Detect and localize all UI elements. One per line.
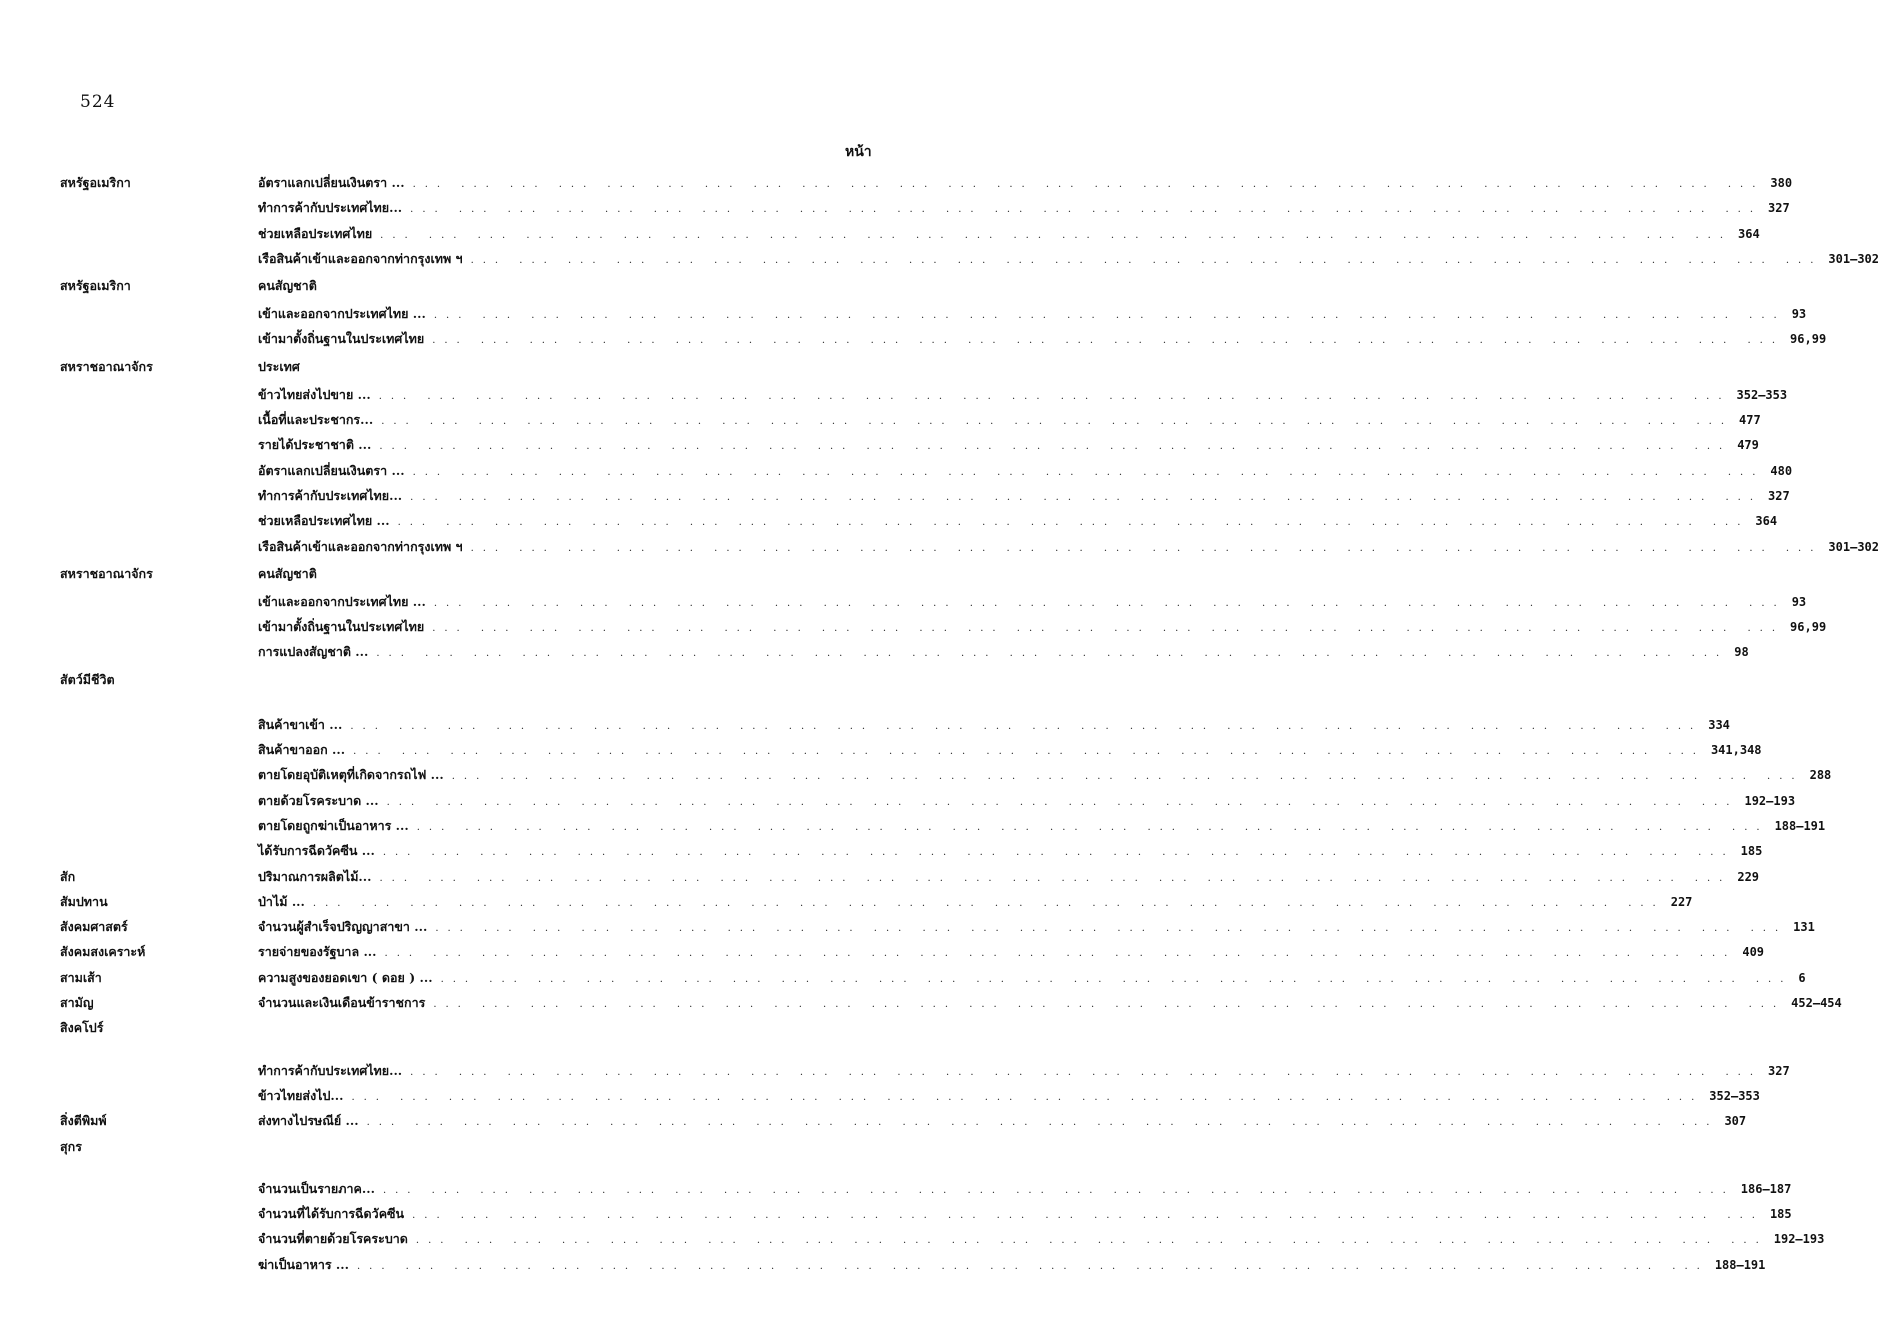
entry-page-numbers: 186—187 <box>1740 1181 1792 1196</box>
index-term: สังคมศาสตร์ <box>60 919 128 935</box>
entry-label: สินค้าขาออก ... <box>258 742 346 758</box>
dot-leader: ... ... ... ... ... ... ... ... ... ... ... ... ... ... ... ... ... ... ... ... ... ... ... ... ... ... ... ... <box>432 335 1785 347</box>
entry-label: ส่งทางไปรษณีย์ ... <box>258 1113 359 1129</box>
entry-label: ช่วยเหลือประเทศไทย <box>258 225 373 241</box>
entry-label: จำนวนผู้สำเร็จปริญญาสาขา ... <box>258 919 428 935</box>
dot-leader: ... ... ... ... ... ... ... ... ... ... ... ... ... ... ... ... ... ... ... ... ... ... ... ... ... ... ... ... <box>433 310 1786 322</box>
entry-page-numbers: 341,348 <box>1710 743 1762 758</box>
index-row <box>0 990 1842 1015</box>
index-row <box>0 483 1790 508</box>
dot-leader: ... ... ... ... ... ... ... ... ... ... ... ... ... ... ... ... ... ... ... ... ... ... ... ... ... ... ... ... <box>351 1091 1704 1103</box>
dot-leader: ... ... ... ... ... ... ... ... ... ... ... ... ... ... ... ... ... ... ... ... ... ... ... ... ... ... ... ... <box>350 720 1703 732</box>
index-entry <box>258 838 1763 865</box>
entry-label: ประเทศ <box>258 358 300 374</box>
index-row <box>0 639 1749 664</box>
row-spacer <box>0 1041 941 1058</box>
index-row <box>0 614 1827 639</box>
entry-page-numbers: 227 <box>1670 894 1693 909</box>
index-row <box>0 221 1760 246</box>
dot-leader: ... ... ... ... ... ... ... ... ... ... ... ... ... ... ... ... ... ... ... ... ... ... ... ... ... ... ... ... <box>382 1184 1735 1196</box>
entry-label: จำนวนเป็นรายภาค... <box>258 1180 375 1196</box>
entry-page-numbers: 480 <box>1770 463 1793 478</box>
index-entry <box>258 326 1827 353</box>
dot-leader: ... ... ... ... ... ... ... ... ... ... ... ... ... ... ... ... ... ... ... ... ... ... ... ... ... ... ... ... <box>470 254 1823 266</box>
index-entry <box>258 762 1832 789</box>
index-term: สหราชอาณาจักร <box>60 565 153 581</box>
index-row <box>0 534 1879 559</box>
index-list <box>0 170 1879 1277</box>
entry-page-numbers: 192—193 <box>1744 793 1796 808</box>
index-row <box>0 301 1807 326</box>
index-row <box>0 1226 1825 1251</box>
dot-leader: ... ... ... ... ... ... ... ... ... ... ... ... ... ... ... ... ... ... ... ... ... ... ... ... ... ... ... ... <box>416 821 1769 833</box>
dot-leader: ... ... ... ... ... ... ... ... ... ... ... ... ... ... ... ... ... ... ... ... ... ... ... ... ... ... ... ... <box>435 923 1788 935</box>
entry-page-numbers: 452—454 <box>1791 996 1842 1011</box>
index-entry <box>258 589 1807 616</box>
dot-leader: ... ... ... ... ... ... ... ... ... ... ... ... ... ... ... ... ... ... ... ... ... ... ... ... ... ... ... ... <box>412 1210 1764 1222</box>
dot-leader: ... ... ... ... ... ... ... ... ... ... ... ... ... ... ... ... ... ... ... ... ... ... ... ... ... ... ... ... <box>415 1235 1768 1247</box>
entry-page-numbers: 364 <box>1738 226 1760 241</box>
row-spacer <box>0 1159 941 1176</box>
index-entry <box>258 614 1827 641</box>
entry-label: ทำการค้ากับประเทศไทย... <box>258 1062 403 1078</box>
entry-label: ทำการค้ากับประเทศไทย... <box>258 200 403 216</box>
index-entry <box>258 483 1790 510</box>
entry-label: ตายโดยถูกฆ่าเป็นอาหาร ... <box>258 817 409 833</box>
index-entry <box>258 301 1807 328</box>
dot-leader: ... ... ... ... ... ... ... ... ... ... ... ... ... ... ... ... ... ... ... ... ... ... ... ... ... ... ... ... <box>384 948 1737 960</box>
entry-page-numbers: 352—353 <box>1709 1088 1760 1103</box>
entry-page-numbers: 477 <box>1739 413 1761 428</box>
dot-leader: ... ... ... ... ... ... ... ... ... ... ... ... ... ... ... ... ... ... ... ... ... ... ... ... ... ... ... ... <box>440 973 1793 985</box>
index-row <box>0 665 941 695</box>
index-row <box>0 1201 1792 1226</box>
entry-page-numbers: 327 <box>1768 1063 1790 1078</box>
entry-label: จำนวนและเงินเดือนข้าราชการ <box>258 995 426 1011</box>
index-entry <box>258 246 1879 273</box>
index-entry <box>258 712 1730 739</box>
entry-page-numbers: 352—353 <box>1736 387 1788 402</box>
index-row <box>0 1083 1760 1108</box>
entry-page-numbers: 93 <box>1791 307 1807 322</box>
dot-leader: ... ... ... ... ... ... ... ... ... ... ... ... ... ... ... ... ... ... ... ... ... ... ... ... ... ... ... ... <box>410 491 1763 503</box>
index-row <box>0 589 1807 614</box>
index-entry <box>258 1252 1766 1279</box>
dot-leader: ... ... ... ... ... ... ... ... ... ... ... ... ... ... ... ... ... ... ... ... ... ... ... ... ... ... ... ... <box>433 597 1786 609</box>
entry-page-numbers: 307 <box>1724 1114 1747 1129</box>
index-term: สิ่งตีพิมพ์ <box>60 1113 107 1129</box>
entry-page-numbers: 188—191 <box>1714 1257 1766 1272</box>
dot-leader: ... ... ... ... ... ... ... ... ... ... ... ... ... ... ... ... ... ... ... ... ... ... ... ... ... ... ... ... <box>353 746 1705 758</box>
dot-leader: ... ... ... ... ... ... ... ... ... ... ... ... ... ... ... ... ... ... ... ... ... ... ... ... ... ... ... ... <box>412 466 1765 478</box>
dot-leader: ... ... ... ... ... ... ... ... ... ... ... ... ... ... ... ... ... ... ... ... ... ... ... ... ... ... ... ... <box>386 796 1739 808</box>
index-term: สหรัฐอเมริกา <box>60 175 131 190</box>
index-entry <box>258 170 1793 197</box>
entry-label: เข้าและออกจากประเทศไทย ... <box>258 593 426 609</box>
index-row <box>0 889 1693 914</box>
index-entry <box>258 382 1788 409</box>
index-entry <box>258 352 877 382</box>
entry-page-numbers: 334 <box>1708 717 1730 732</box>
entry-label: การแปลงสัญชาติ ... <box>258 644 369 660</box>
entry-page-numbers: 192—193 <box>1773 1232 1825 1247</box>
index-row <box>0 1058 1790 1083</box>
index-row <box>0 559 941 589</box>
index-row <box>0 762 1832 787</box>
index-term: สังคมสงเคราะห์ <box>60 944 146 960</box>
dot-leader: ... ... ... ... ... ... ... ... ... ... ... ... ... ... ... ... ... ... ... ... ... ... ... ... ... ... ... ... <box>410 1066 1763 1078</box>
dot-leader: ... ... ... ... ... ... ... ... ... ... ... ... ... ... ... ... ... ... ... ... ... ... ... ... ... ... ... ... <box>433 999 1786 1011</box>
entry-label: เนื้อที่และประชากร... <box>258 412 374 428</box>
index-row <box>0 271 941 301</box>
index-entry <box>258 1058 1790 1085</box>
index-entry <box>258 864 1760 891</box>
entry-label: สินค้าขาเข้า ... <box>258 716 343 732</box>
index-row <box>0 864 1760 889</box>
index-entry <box>258 407 1761 434</box>
entry-page-numbers: 364 <box>1755 514 1778 529</box>
entry-page-numbers: 301—302 <box>1828 539 1879 554</box>
entry-label: เรือสินค้าเข้าและออกจากท่ากรุงเทพ ฯ <box>258 538 463 554</box>
dot-leader: ... ... ... ... ... ... ... ... ... ... ... ... ... ... ... ... ... ... ... ... ... ... ... ... ... ... ... ... <box>312 897 1665 909</box>
index-entry <box>258 458 1793 485</box>
entry-label: ป่าไม้ ... <box>258 893 305 909</box>
index-row <box>0 1252 1766 1277</box>
entry-label: ข้าวไทยส่งไปขาย ... <box>258 386 371 402</box>
index-row <box>0 1134 941 1159</box>
entry-label: คนสัญชาติ <box>258 565 317 581</box>
index-entry <box>258 914 1815 941</box>
entry-label: อัตราแลกเปลี่ยนเงินตรา ... <box>258 462 405 478</box>
entry-page-numbers: 479 <box>1737 438 1759 453</box>
dot-leader: ... ... ... ... ... ... ... ... ... ... ... ... ... ... ... ... ... ... ... ... ... ... ... ... ... ... ... ... <box>381 416 1734 428</box>
dot-leader: ... ... ... ... ... ... ... ... ... ... ... ... ... ... ... ... ... ... ... ... ... ... ... ... ... ... ... ... <box>379 441 1732 453</box>
entry-page-numbers: 131 <box>1793 920 1815 935</box>
entry-label: ได้รับการฉีดวัคซีน ... <box>258 843 375 859</box>
index-entry <box>258 534 1879 561</box>
dot-leader: ... ... ... ... ... ... ... ... ... ... ... ... ... ... ... ... ... ... ... ... ... ... ... ... ... ... ... ... <box>382 847 1735 859</box>
index-row <box>0 914 1815 939</box>
index-entry <box>258 788 1796 815</box>
entry-page-numbers: 229 <box>1737 869 1760 884</box>
dot-leader: ... ... ... ... ... ... ... ... ... ... ... ... ... ... ... ... ... ... ... ... ... ... ... ... ... ... ... ... <box>356 1260 1709 1272</box>
entry-label: ตายด้วยโรคระบาด ... <box>258 792 379 808</box>
index-row <box>0 407 1761 432</box>
index-row <box>0 352 941 382</box>
index-row <box>0 1015 941 1040</box>
index-row <box>0 432 1759 457</box>
entry-page-numbers: 96,99 <box>1790 620 1827 635</box>
entry-label: เข้ามาตั้งถิ่นฐานในประเทศไทย <box>258 331 425 347</box>
dot-leader: ... ... ... ... ... ... ... ... ... ... ... ... ... ... ... ... ... ... ... ... ... ... ... ... ... ... ... ... <box>378 390 1731 402</box>
dot-leader: ... ... ... ... ... ... ... ... ... ... ... ... ... ... ... ... ... ... ... ... ... ... ... ... ... ... ... ... <box>376 648 1729 660</box>
index-entry <box>258 1108 1747 1135</box>
entry-label: รายจ่ายของรัฐบาล ... <box>258 944 377 960</box>
entry-page-numbers: 188—191 <box>1774 818 1826 833</box>
page-column-header: หน้า <box>845 144 872 160</box>
index-entry <box>258 1176 1792 1203</box>
index-term: สิงคโปร์ <box>60 1020 104 1036</box>
index-row <box>0 508 1778 533</box>
index-entry <box>258 737 1762 764</box>
entry-page-numbers: 409 <box>1742 945 1765 960</box>
entry-label: เข้าและออกจากประเทศไทย ... <box>258 306 426 322</box>
index-entry <box>258 1201 1792 1228</box>
index-term: สัตว์มีชีวิต <box>60 671 115 687</box>
index-entry <box>258 990 1842 1017</box>
entry-label: ฆ่าเป็นอาหาร ... <box>258 1256 349 1272</box>
index-row <box>0 939 1765 964</box>
entry-page-numbers: 6 <box>1798 970 1806 985</box>
dot-leader: ... ... ... ... ... ... ... ... ... ... ... ... ... ... ... ... ... ... ... ... ... ... ... ... ... ... ... ... <box>412 179 1765 190</box>
index-entry <box>258 271 877 301</box>
index-term: สหรัฐอเมริกา <box>60 278 131 294</box>
entry-page-numbers: 327 <box>1768 201 1790 216</box>
index-entry <box>258 889 1693 916</box>
index-entry <box>258 1226 1825 1253</box>
index-entry <box>258 1083 1760 1110</box>
index-row <box>0 1176 1792 1201</box>
index-entry <box>258 813 1826 840</box>
entry-label: จำนวนที่ได้รับการฉีดวัคซีน <box>258 1206 405 1222</box>
index-entry <box>258 965 1806 992</box>
entry-page-numbers: 380 <box>1770 176 1793 190</box>
index-entry <box>258 939 1765 966</box>
index-row <box>0 838 1763 863</box>
index-entry <box>258 432 1759 459</box>
index-entry <box>258 508 1778 535</box>
entry-label: เข้ามาตั้งถิ่นฐานในประเทศไทย <box>258 619 425 635</box>
index-row <box>0 246 1879 271</box>
index-entry <box>258 639 1749 666</box>
dot-leader: ... ... ... ... ... ... ... ... ... ... ... ... ... ... ... ... ... ... ... ... ... ... ... ... ... ... ... ... <box>379 872 1732 884</box>
entry-page-numbers: 185 <box>1740 844 1763 859</box>
entry-label: ความสูงของยอดเขา ( ดอย ) ... <box>258 969 433 985</box>
entry-label: ปริมาณการผลิตไม้... <box>258 868 372 884</box>
dot-leader: ... ... ... ... ... ... ... ... ... ... ... ... ... ... ... ... ... ... ... ... ... ... ... ... ... ... ... ... <box>410 204 1763 216</box>
index-term: สัก <box>60 868 76 884</box>
dot-leader: ... ... ... ... ... ... ... ... ... ... ... ... ... ... ... ... ... ... ... ... ... ... ... ... ... ... ... ... <box>397 517 1750 529</box>
index-entry <box>258 195 1790 222</box>
index-term: สุกร <box>60 1138 82 1154</box>
index-row <box>0 712 1730 737</box>
entry-page-numbers: 98 <box>1734 645 1749 660</box>
index-row <box>0 965 1806 990</box>
index-entry <box>258 221 1760 248</box>
entry-page-numbers: 185 <box>1769 1207 1792 1222</box>
entry-label: อัตราแลกเปลี่ยนเงินตรา ... <box>258 175 405 190</box>
entry-label: ช่วยเหลือประเทศไทย ... <box>258 513 390 529</box>
entry-page-numbers: 301—302 <box>1828 251 1879 266</box>
index-entry <box>258 559 877 589</box>
entry-label: คนสัญชาติ <box>258 278 317 294</box>
row-spacer <box>0 695 941 712</box>
dot-leader: ... ... ... ... ... ... ... ... ... ... ... ... ... ... ... ... ... ... ... ... ... ... ... ... ... ... ... ... <box>470 542 1823 554</box>
index-row <box>0 788 1796 813</box>
index-term: สามัญ <box>60 995 94 1011</box>
entry-label: ข้าวไทยส่งไป... <box>258 1087 344 1103</box>
entry-label: จำนวนที่ตายด้วยโรคระบาด <box>258 1231 408 1247</box>
index-row <box>0 382 1788 407</box>
index-term: สหราชอาณาจักร <box>60 358 153 374</box>
page-number: 524 <box>80 92 116 112</box>
entry-page-numbers: 288 <box>1809 768 1832 783</box>
dot-leader: ... ... ... ... ... ... ... ... ... ... ... ... ... ... ... ... ... ... ... ... ... ... ... ... ... ... ... ... <box>451 771 1804 783</box>
index-term: สัมปทาน <box>60 893 108 909</box>
dot-leader: ... ... ... ... ... ... ... ... ... ... ... ... ... ... ... ... ... ... ... ... ... ... ... ... ... ... ... ... <box>432 623 1785 635</box>
entry-page-numbers: 93 <box>1791 594 1807 609</box>
index-row <box>0 326 1827 351</box>
index-term: สามเส้า <box>60 969 102 985</box>
dot-leader: ... ... ... ... ... ... ... ... ... ... ... ... ... ... ... ... ... ... ... ... ... ... ... ... ... ... ... ... <box>380 229 1733 241</box>
index-row <box>0 1108 1747 1133</box>
dot-leader: ... ... ... ... ... ... ... ... ... ... ... ... ... ... ... ... ... ... ... ... ... ... ... ... ... ... ... ... <box>366 1117 1719 1129</box>
entry-label: ทำการค้ากับประเทศไทย... <box>258 487 403 503</box>
index-row <box>0 195 1790 220</box>
index-row <box>0 813 1826 838</box>
entry-page-numbers: 327 <box>1768 488 1790 503</box>
index-row <box>0 170 1793 195</box>
entry-label: รายได้ประชาชาติ ... <box>258 437 372 453</box>
entry-label: ตายโดยอุบัติเหตุที่เกิดจากรถไฟ ... <box>258 767 444 783</box>
entry-label: เรือสินค้าเข้าและออกจากท่ากรุงเทพ ฯ <box>258 250 463 266</box>
entry-page-numbers: 96,99 <box>1790 332 1827 347</box>
index-row <box>0 737 1762 762</box>
index-row <box>0 458 1793 483</box>
